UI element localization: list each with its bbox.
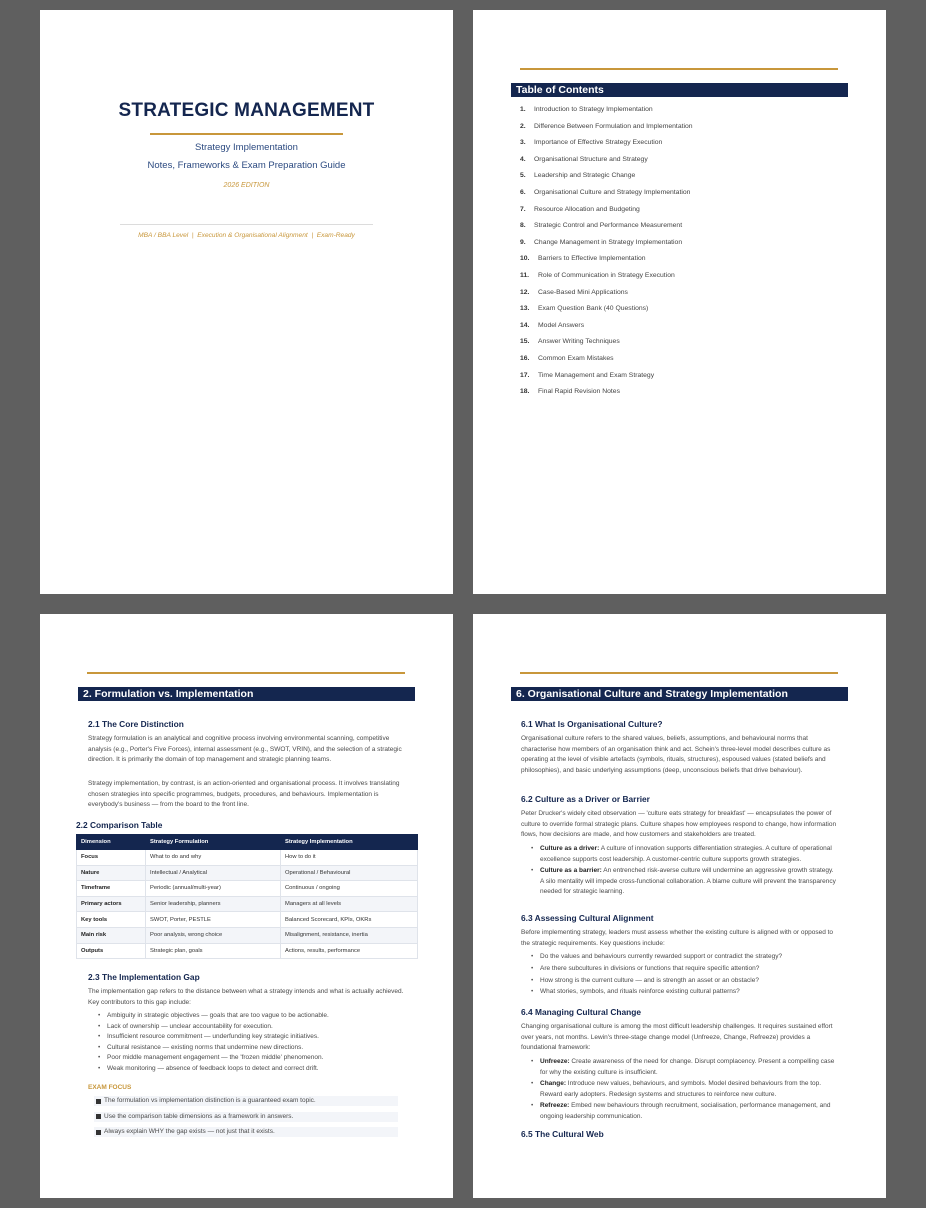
exam-focus-label: EXAM FOCUS <box>88 1084 132 1091</box>
toc-item[interactable]: 14. Model Answers <box>520 321 585 329</box>
paragraph: Organisational culture refers to the shared values, beliefs, assumptions, and behavioural norms that characterise how members of an organisation think and act. Schein's three-level model describes culture as operating at the level of visible artefacts (symbols, rituals, structures), espoused values (stated beliefs and philosophies), and basic underlying assumptions (deep, unconscious beliefs that drive behaviour). <box>521 735 831 774</box>
question-bullet-list <box>531 952 839 998</box>
list-item: • Unfreeze: Create awareness of the need for change. Disrupt complacency. Present a compelling case for why the existing culture is insufficient. <box>531 1057 839 1078</box>
subsection-heading: 6.4 Managing Cultural Change <box>521 1007 642 1017</box>
comparison-table <box>76 834 418 959</box>
paragraph: Changing organisational culture is among the most difficult leadership challenges. It requires sustained effort over years, not months. Lewin's three-stage change model (Unfreeze, Change, Refreeze) provides a foundational framework: <box>521 1023 833 1051</box>
list-item: • What stories, symbols, and rituals reinforce existing cultural patterns? <box>531 987 839 998</box>
list-item: • Refreeze: Embed new behaviours through recruitment, socialisation, performance management, and ongoing leadership communication. <box>531 1101 839 1122</box>
toc-item[interactable]: 15. Answer Writing Techniques <box>520 338 620 346</box>
paragraph: Peter Drucker's widely cited observation — 'culture eats strategy for breakfast' — encapsulates the power of culture to override formal strategic plans. Culture shapes how employees respond to change, how information flows, how decisions are made, and how customers and stakeholders are treated. <box>521 810 837 838</box>
table-header: Strategy Implementation <box>281 835 418 850</box>
toc-item[interactable]: 5. Leadership and Strategic Change <box>520 172 636 180</box>
list-item: • Cultural resistance — existing norms that undermine new directions. <box>98 1043 398 1054</box>
toc-item[interactable]: 8. Strategic Control and Performance Measurement <box>520 222 683 230</box>
cover-divider <box>150 133 343 135</box>
cover-rule <box>120 224 373 225</box>
toc-item[interactable]: 12. Case-Based Mini Applications <box>520 288 628 296</box>
subsection-heading: 2.2 Comparison Table <box>76 820 163 830</box>
toc-item[interactable]: 3. Importance of Effective Strategy Execution <box>520 139 663 147</box>
subsection-heading: 2.3 The Implementation Gap <box>88 972 200 982</box>
table-row: Nature Intellectual / Analytical Operational / Behavioural <box>77 865 418 881</box>
paragraph: Strategy implementation, by contrast, is an action-oriented and organisational process. It involves translating chosen strategies into specific programmes, budgets, procedures, and behaviours. Implementation is everybody's business — from the board to the front line. <box>88 780 400 808</box>
toc-item[interactable]: 4. Organisational Structure and Strategy <box>520 155 648 163</box>
toc-item[interactable]: 7. Resource Allocation and Budgeting <box>520 205 640 213</box>
cover-tags: MBA / BBA Level | Execution & Organisational Alignment | Exam-Ready <box>138 232 355 239</box>
list-item: • Do the values and behaviours currently rewarded support or contradict the strategy? <box>531 952 839 963</box>
cover-subtitle-2: Notes, Frameworks & Exam Preparation Guide <box>147 160 346 171</box>
gap-bullet-list <box>98 1011 398 1074</box>
list-item: • Lack of ownership — unclear accountability for execution. <box>98 1022 398 1033</box>
lewin-bullet-list <box>531 1057 839 1122</box>
table-header: Dimension <box>77 835 146 850</box>
toc-item[interactable]: 11. Role of Communication in Strategy Execution <box>520 271 675 279</box>
table-row: Focus What to do and why How to do it <box>77 850 418 866</box>
list-item: • Insufficient resource commitment — underfunding key strategic initiatives. <box>98 1032 398 1043</box>
list-item: • Change: Introduce new values, behaviours, and symbols. Model desired behaviours from the top. Reward early adopters. Redesign systems and structures to reinforce new culture. <box>531 1079 839 1100</box>
paragraph: Before implementing strategy, leaders must assess whether the existing culture is aligned with or opposed to the strategic requirements. Key questions include: <box>521 929 834 947</box>
toc-item[interactable]: 17. Time Management and Exam Strategy <box>520 371 655 379</box>
list-item: • Poor middle management engagement — the 'frozen middle' phenomenon. <box>98 1053 398 1064</box>
table-row: Key tools SWOT, Porter, PESTLE Balanced Scorecard, KPIs, OKRs <box>77 912 418 928</box>
gold-rule <box>87 672 405 674</box>
table-row: Primary actors Senior leadership, planners Managers at all levels <box>77 896 418 912</box>
list-item: • Culture as a barrier: An entrenched risk-averse culture will undermine an aggressive growth strategy. A silo mentality will impede cross-functional collaboration. A blame culture will prevent the transparency needed for strategic learning. <box>531 866 839 898</box>
exam-focus-item: Use the comparison table dimensions as a framework in answers. <box>94 1112 398 1122</box>
list-item: • Are there subcultures in divisions or functions that require specific attention? <box>531 964 839 975</box>
cover-title: STRATEGIC MANAGEMENT <box>118 100 375 121</box>
table-header-row <box>77 835 418 850</box>
toc-item[interactable]: 2. Difference Between Formulation and Implementation <box>520 122 693 130</box>
subsection-heading: 6.2 Culture as a Driver or Barrier <box>521 794 650 804</box>
paragraph: The implementation gap refers to the distance between what a strategy intends and what is actually achieved. Key contributors to this gap include: <box>88 988 404 1006</box>
toc-item[interactable]: 1. Introduction to Strategy Implementation <box>520 106 653 113</box>
section-title: 2. Formulation vs. Implementation <box>78 687 415 701</box>
list-item: • How strong is the current culture — and is strength an asset or an obstacle? <box>531 976 839 987</box>
subsection-heading: 6.5 The Cultural Web <box>521 1129 604 1139</box>
toc-list <box>520 106 860 405</box>
culture-bullet-list <box>531 844 839 898</box>
list-item: • Ambiguity in strategic objectives — goals that are too vague to be actionable. <box>98 1011 398 1022</box>
section-6-page <box>473 614 886 1198</box>
toc-item[interactable]: 10. Barriers to Effective Implementation <box>520 255 646 263</box>
exam-focus-item: Always explain WHY the gap exists — not just that it exists. <box>94 1127 398 1137</box>
toc-page <box>473 10 886 594</box>
cover-page <box>40 10 453 594</box>
toc-item[interactable]: 18. Final Rapid Revision Notes <box>520 388 620 396</box>
exam-focus-item: The formulation vs implementation distinction is a guaranteed exam topic. <box>94 1096 398 1106</box>
table-row: Outputs Strategic plan, goals Actions, results, performance <box>77 943 418 959</box>
section-title: 6. Organisational Culture and Strategy Implementation <box>511 687 848 701</box>
toc-title: Table of Contents <box>511 83 848 97</box>
list-item: • Culture as a driver: A culture of innovation supports differentiation strategies. A culture of operational excellence supports cost leadership. A customer-centric culture supports growth strategies. <box>531 844 839 865</box>
gold-rule <box>520 68 838 70</box>
toc-item[interactable]: 13. Exam Question Bank (40 Questions) <box>520 305 649 313</box>
toc-item[interactable]: 9. Change Management in Strategy Implementation <box>520 238 683 246</box>
subsection-heading: 2.1 The Core Distinction <box>88 719 184 729</box>
table-header: Strategy Formulation <box>146 835 281 850</box>
table-row: Main risk Poor analysis, wrong choice Misalignment, resistance, inertia <box>77 927 418 943</box>
gold-rule <box>520 672 838 674</box>
cover-subtitle: Strategy Implementation <box>195 142 298 153</box>
toc-item[interactable]: 16. Common Exam Mistakes <box>520 354 614 362</box>
table-row: Timeframe Periodic (annual/multi-year) Continuous / ongoing <box>77 881 418 897</box>
subsection-heading: 6.3 Assessing Cultural Alignment <box>521 913 654 923</box>
exam-focus-list <box>94 1096 398 1143</box>
cover-edition: 2026 EDITION <box>223 182 270 189</box>
section-2-page <box>40 614 453 1198</box>
subsection-heading: 6.1 What Is Organisational Culture? <box>521 719 663 729</box>
toc-item[interactable]: 6. Organisational Culture and Strategy Implementation <box>520 188 691 196</box>
paragraph: Strategy formulation is an analytical and cognitive process involving environmental scanning, competitive analysis (e.g., Porter's Five Forces), internal assessment (e.g., SWOT, VRIN), and the selection of a strategic direction. It is primarily the domain of top management and strategic planning teams. <box>88 735 402 763</box>
list-item: • Weak monitoring — absence of feedback loops to detect and correct drift. <box>98 1064 398 1075</box>
